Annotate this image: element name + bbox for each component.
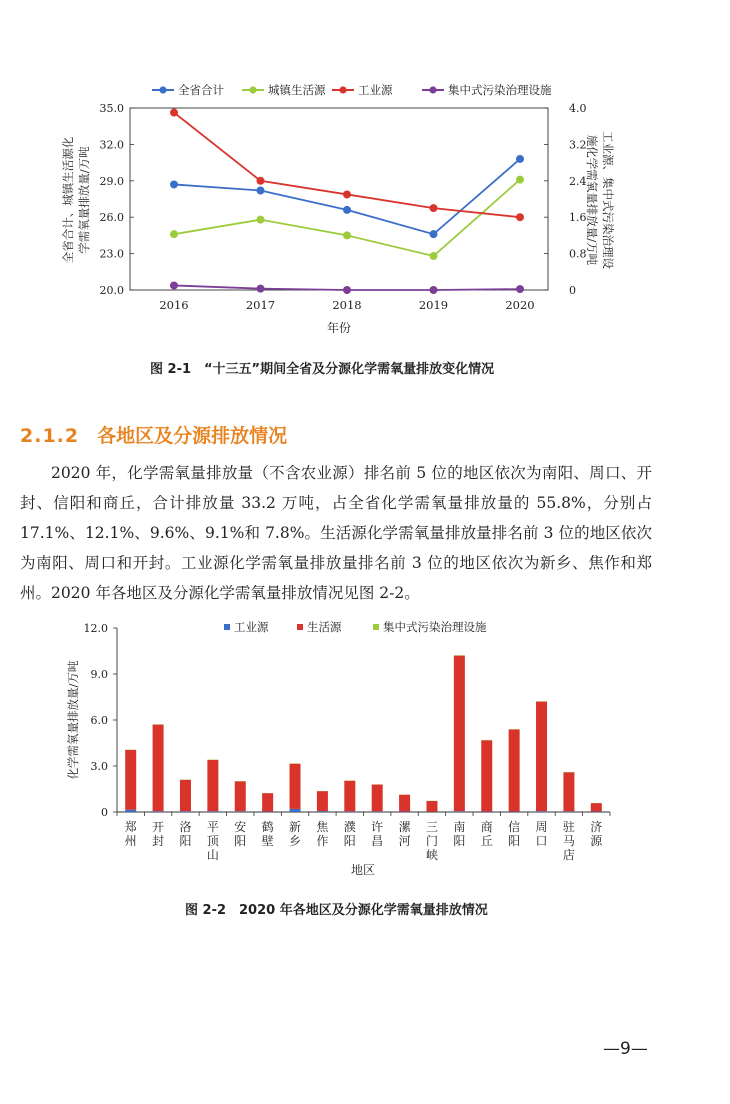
y-tick-label: 9.0 xyxy=(90,668,108,681)
left-tick-label: 29.0 xyxy=(99,174,124,188)
x-tick-label: 驻马店 xyxy=(562,820,575,862)
left-axis-title-line2: 学需氧量排放量/万吨 xyxy=(77,146,91,254)
bar-segment xyxy=(153,725,164,812)
right-tick-label: 3.2 xyxy=(569,138,587,152)
bar-segment xyxy=(180,780,191,811)
data-point xyxy=(516,155,524,163)
x-tick-label: 2016 xyxy=(159,298,189,312)
bar-segment xyxy=(454,811,465,812)
bar-segment xyxy=(235,781,246,811)
right-axis-title-line1: 工业源、集中式污染治理设 xyxy=(601,131,615,269)
bar-segment xyxy=(317,791,328,811)
right-tick-label: 0.8 xyxy=(569,247,587,261)
series-line xyxy=(174,113,520,218)
left-axis-title-line1: 全省合计、城镇生活源化 xyxy=(61,136,75,264)
left-tick-label: 23.0 xyxy=(99,247,124,261)
bar-chart xyxy=(0,612,730,890)
line-chart xyxy=(0,0,730,345)
legend-swatch xyxy=(224,624,230,630)
data-point xyxy=(343,286,351,294)
bar-segment xyxy=(563,772,574,811)
data-point xyxy=(170,180,178,188)
x-tick-label: 济源 xyxy=(590,820,603,848)
bar-segment xyxy=(207,760,218,811)
data-point xyxy=(170,281,178,289)
x-tick-label: 2019 xyxy=(418,298,449,312)
bar-segment xyxy=(563,811,574,812)
bar-segment xyxy=(207,811,218,812)
x-tick-label: 洛阳 xyxy=(179,820,192,848)
x-tick-label: 2017 xyxy=(245,298,276,312)
section-number: 2.1.2 xyxy=(20,425,80,447)
x-axis-title: 年份 xyxy=(326,321,352,335)
left-tick-label: 35.0 xyxy=(99,102,124,115)
legend-marker xyxy=(249,86,256,93)
left-tick-label: 26.0 xyxy=(99,211,124,225)
right-tick-label: 2.4 xyxy=(569,174,587,188)
right-tick-label: 1.6 xyxy=(569,211,587,225)
figure-2-2 xyxy=(0,612,730,890)
legend-marker xyxy=(159,86,166,93)
data-point xyxy=(343,231,351,239)
x-tick-label: 许昌 xyxy=(371,820,384,848)
data-point xyxy=(430,230,438,238)
bar-segment xyxy=(372,811,383,812)
data-point xyxy=(170,109,178,117)
legend-marker xyxy=(429,86,436,93)
x-tick-label: 新乡 xyxy=(289,820,302,848)
bar-segment xyxy=(399,795,410,812)
page-number: —9— xyxy=(603,1039,648,1059)
legend-label: 集中式污染治理设施 xyxy=(448,83,552,97)
data-point xyxy=(516,213,524,221)
data-point xyxy=(430,252,438,260)
bar-segment xyxy=(481,740,492,811)
legend-label: 工业源 xyxy=(234,620,269,634)
y-tick-label: 6.0 xyxy=(90,714,108,727)
data-point xyxy=(430,286,438,294)
section-title: 各地区及分源排放情况 xyxy=(97,425,288,447)
bar-segment xyxy=(591,803,602,811)
y-tick-label: 3.0 xyxy=(90,760,108,773)
x-tick-label: 濮阳 xyxy=(343,820,356,848)
data-point xyxy=(516,176,524,184)
data-point xyxy=(516,285,524,293)
data-point xyxy=(343,206,351,214)
x-tick-label: 漯河 xyxy=(398,820,411,848)
bar-segment xyxy=(317,811,328,812)
x-tick-label: 商丘 xyxy=(480,820,493,848)
x-tick-label: 开封 xyxy=(152,820,165,848)
plot-frame xyxy=(130,108,548,290)
right-axis-title-line2: 施化学需氧量排放量/万吨 xyxy=(585,134,599,266)
legend-label: 工业源 xyxy=(358,83,393,97)
legend-label: 集中式污染治理设施 xyxy=(383,620,487,634)
data-point xyxy=(257,187,265,195)
bar-segment xyxy=(426,801,437,812)
bar-segment xyxy=(454,656,465,812)
legend-label: 生活源 xyxy=(307,620,342,634)
left-tick-label: 20.0 xyxy=(99,284,124,297)
section-heading xyxy=(20,421,287,448)
right-tick-label: 4.0 xyxy=(569,102,587,115)
legend-swatch xyxy=(297,624,303,630)
bar-segment xyxy=(180,811,191,812)
x-tick-label: 郑州 xyxy=(124,820,137,848)
x-tick-label: 平顶山 xyxy=(206,820,219,862)
x-tick-label: 鹤壁 xyxy=(261,820,274,848)
figure-2-2-caption: 图 2-2 2020 年各地区及分源化学需氧量排放情况 xyxy=(185,903,488,918)
bar-segment xyxy=(536,702,547,812)
data-point xyxy=(257,285,265,293)
data-point xyxy=(257,216,265,224)
data-point xyxy=(430,204,438,212)
bar-segment xyxy=(344,781,355,812)
bar-segment xyxy=(290,809,301,812)
bar-segment xyxy=(235,811,246,812)
x-axis-title: 地区 xyxy=(350,863,376,877)
x-tick-label: 南阳 xyxy=(453,820,466,848)
body-paragraph-block xyxy=(20,458,652,608)
bar-segment xyxy=(125,810,136,812)
y-axis-title: 化学需氧量排放量/万吨 xyxy=(66,660,80,780)
bar-segment xyxy=(372,785,383,812)
left-tick-label: 32.0 xyxy=(99,138,124,152)
bar-segment xyxy=(262,793,273,811)
body-paragraph: 2020 年，化学需氧量排放量（不含农业源）排名前 5 位的地区依次为南阳、周口、开封、信阳和商丘，合计排放量 33.2 万吨，占全省化学需氧量排放量的 55.8%，分别占 17.1%、12.1%、9.6%、9.1%和 7.8%。生活源化学需氧量排放量排名前 3 位的地区依次为南阳、周口和开封。工业源化学需氧量排放量排名前 3 位的地区依次为新乡、焦作和郑州。2020 年各地区及分源化学需氧量排放情况见图 2-2。 xyxy=(20,464,652,602)
bar-segment xyxy=(536,811,547,812)
legend-label: 全省合计 xyxy=(178,83,224,97)
legend-swatch xyxy=(373,624,379,630)
bar-segment xyxy=(509,730,520,812)
figure-2-1 xyxy=(0,0,730,345)
figure-2-1-caption: 图 2-1 “十三五”期间全省及分源化学需氧量排放变化情况 xyxy=(150,362,495,377)
y-tick-label: 12.0 xyxy=(83,622,108,635)
x-tick-label: 2020 xyxy=(505,298,535,312)
data-point xyxy=(343,190,351,198)
legend-marker xyxy=(339,86,346,93)
bar-segment xyxy=(344,811,355,812)
y-tick-label: 0 xyxy=(101,806,108,819)
data-point xyxy=(170,230,178,238)
right-tick-label: 0 xyxy=(569,284,576,297)
bar-segment xyxy=(290,764,301,809)
x-tick-label: 信阳 xyxy=(508,820,521,848)
x-tick-label: 安阳 xyxy=(234,820,247,848)
x-tick-label: 焦作 xyxy=(316,820,329,848)
bar-segment xyxy=(153,811,164,812)
legend-label: 城镇生活源 xyxy=(268,83,326,97)
x-tick-label: 周口 xyxy=(535,820,548,848)
bar-segment xyxy=(125,750,136,810)
x-tick-label: 三门峡 xyxy=(425,820,438,862)
x-tick-label: 2018 xyxy=(332,298,362,312)
data-point xyxy=(257,177,265,185)
